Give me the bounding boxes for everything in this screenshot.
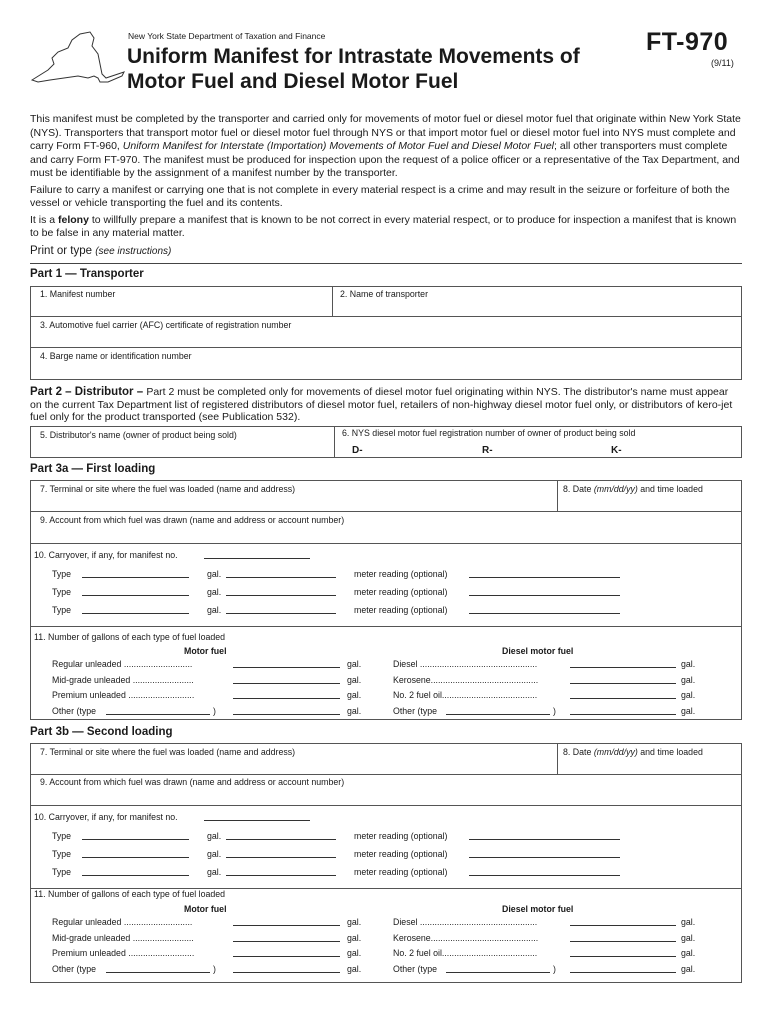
kerosene-input[interactable] [570, 683, 676, 684]
gal-label: gal. [207, 605, 222, 615]
other-diesel-type-input[interactable] [446, 972, 550, 973]
part2-description: Part 2 – Distributor – Part 2 must be completed only for movements of diesel motor fuel originating within NYS. The distributor's name must appear on the current Tax Department list of registered distributors of diesel motor fuel, retailers of non-highway diesel motor fuel only, or distributors of kero-jet fuel only for the product transported (see Publication 532). [30, 386, 733, 423]
paren: ) [553, 706, 556, 716]
terminal-site-field-b[interactable]: 7. Terminal or site where the fuel was loaded (name and address) [40, 747, 296, 757]
motor-fuel-heading: Motor fuel [184, 904, 227, 914]
divider [332, 286, 333, 317]
account-field-a[interactable]: 9. Account from which fuel was drawn (name and address or account number) [40, 515, 345, 525]
gal-input[interactable] [226, 613, 336, 614]
premium-input[interactable] [233, 956, 340, 957]
divider [30, 511, 742, 512]
gal-label: gal. [207, 587, 222, 597]
paren: ) [213, 964, 216, 974]
nys-map-logo [28, 30, 126, 88]
divider [30, 774, 742, 775]
prefix-r: R- [482, 445, 493, 456]
other-diesel-type-input[interactable] [446, 714, 550, 715]
diesel-label: Diesel ................................................ [393, 659, 538, 669]
divider [557, 743, 558, 774]
kerosene-label: Kerosene............................................ [393, 933, 539, 943]
no2-fuel-oil-input[interactable] [570, 956, 676, 957]
account-field-b[interactable]: 9. Account from which fuel was drawn (name and address or account number) [40, 777, 345, 787]
other-diesel-type-label: Other (type [393, 964, 438, 974]
type-input[interactable] [82, 577, 189, 578]
premium-input[interactable] [233, 698, 340, 699]
date-time-field-a[interactable]: 8. Date (mm/dd/yy) and time loaded [563, 484, 703, 494]
premium-label: Premium unleaded ........................... [52, 690, 195, 700]
revision-date: (9/11) [711, 58, 734, 68]
meter-input[interactable] [469, 857, 620, 858]
afc-certificate-field[interactable]: 3. Automotive fuel carrier (AFC) certificate of registration number [40, 320, 292, 330]
motor-fuel-heading: Motor fuel [184, 646, 227, 656]
intro-paragraph-3: It is a felony to willfully prepare a manifest that is known to be not correct in every material respect, or to produce for inspection a manifest that is known to be false in any material matter. [30, 213, 737, 239]
carryover-input-a[interactable] [204, 558, 310, 559]
gal-label: gal. [681, 706, 696, 716]
gal-label: gal. [681, 964, 696, 974]
paren: ) [553, 964, 556, 974]
gal-label: gal. [681, 948, 696, 958]
no2-fuel-oil-input[interactable] [570, 698, 676, 699]
other-gallons-input[interactable] [233, 714, 340, 715]
prefix-d: D- [352, 445, 363, 456]
type-input[interactable] [82, 839, 189, 840]
gal-input[interactable] [226, 857, 336, 858]
meter-label: meter reading (optional) [354, 831, 448, 841]
gal-label: gal. [347, 917, 362, 927]
type-input[interactable] [82, 613, 189, 614]
meter-input[interactable] [469, 595, 620, 596]
gal-label: gal. [347, 706, 362, 716]
gal-label: gal. [207, 849, 222, 859]
divider [30, 347, 742, 348]
other-diesel-gallons-input[interactable] [570, 714, 676, 715]
intro-paragraph-2: Failure to carry a manifest or carrying one that is not complete in every material respect is a crime and may result in the seizure or forfeiture of both the vessel or vehicle transporting the fuel and its contents. [30, 183, 730, 209]
gal-label: gal. [347, 933, 362, 943]
divider [30, 805, 742, 806]
part2-title: Part 2 – Distributor – [30, 386, 147, 398]
instructions [30, 113, 742, 244]
midgrade-input[interactable] [233, 683, 340, 684]
no2-fuel-oil-label: No. 2 fuel oil....................................... [393, 948, 538, 958]
other-type-label: Other (type [52, 706, 97, 716]
gal-label: gal. [347, 964, 362, 974]
other-type-label: Other (type [52, 964, 97, 974]
gal-input[interactable] [226, 595, 336, 596]
kerosene-label: Kerosene............................................ [393, 675, 539, 685]
premium-label: Premium unleaded ........................... [52, 948, 195, 958]
gal-label: gal. [207, 569, 222, 579]
print-instruction: Print or type (see instructions) [30, 245, 172, 257]
transporter-name-field[interactable]: 2. Name of transporter [340, 289, 429, 299]
meter-input[interactable] [469, 875, 620, 876]
type-input[interactable] [82, 595, 189, 596]
gal-input[interactable] [226, 875, 336, 876]
gal-label: gal. [207, 831, 222, 841]
meter-input[interactable] [469, 613, 620, 614]
gal-label: gal. [681, 690, 696, 700]
carryover-input-b[interactable] [204, 820, 310, 821]
diesel-fuel-heading: Diesel motor fuel [502, 904, 574, 914]
divider [30, 543, 742, 544]
diesel-input[interactable] [570, 925, 676, 926]
midgrade-label: Mid-grade unleaded ......................... [52, 933, 194, 943]
divider [557, 480, 558, 511]
gal-label: gal. [347, 675, 362, 685]
gallons-label-b: 11. Number of gallons of each type of fuel loaded [34, 889, 226, 899]
type-label: Type [52, 605, 72, 615]
gal-label: gal. [681, 675, 696, 685]
other-diesel-gallons-input[interactable] [570, 972, 676, 973]
intro-paragraph-1: This manifest must be completed by the transporter and carried only for movements of motor fuel or diesel motor fuel that originate within New York State (NYS). Transporters that transport motor fuel or diesel motor fuel through NYS or that import motor fuel or diesel motor fuel into NYS must complete and carry Form FT-960, Uniform Manifest for Interstate (Importation) Movements of Motor Fuel and Diesel Motor Fuel; all other transporters must complete and carry Form FT-970. The manifest must be produced for inspection upon the request of a police officer or a representative of the Tax Department, and must be identifiable by the assignment of a manifest number by the transporter. [30, 113, 741, 179]
other-gallons-input[interactable] [233, 972, 340, 973]
type-input[interactable] [82, 875, 189, 876]
type-input[interactable] [82, 857, 189, 858]
divider [30, 263, 742, 264]
meter-label: meter reading (optional) [354, 605, 448, 615]
meter-input[interactable] [469, 839, 620, 840]
carryover-label-b: 10. Carryover, if any, for manifest no. [34, 812, 178, 822]
kerosene-input[interactable] [570, 941, 676, 942]
type-label: Type [52, 569, 72, 579]
gal-input[interactable] [226, 577, 336, 578]
regular-unleaded-label: Regular unleaded ............................ [52, 917, 193, 927]
divider [30, 316, 742, 317]
other-type-input[interactable] [106, 972, 210, 973]
diesel-input[interactable] [570, 667, 676, 668]
divider [30, 626, 742, 627]
no2-fuel-oil-label: No. 2 fuel oil....................................... [393, 690, 538, 700]
gal-label: gal. [681, 933, 696, 943]
meter-label: meter reading (optional) [354, 867, 448, 877]
meter-input[interactable] [469, 577, 620, 578]
regular-unleaded-label: Regular unleaded ............................ [52, 659, 193, 669]
diesel-fuel-heading: Diesel motor fuel [502, 646, 574, 656]
gal-label: gal. [207, 867, 222, 877]
type-label: Type [52, 587, 72, 597]
date-time-field-b[interactable]: 8. Date (mm/dd/yy) and time loaded [563, 747, 703, 757]
meter-label: meter reading (optional) [354, 569, 448, 579]
regular-unleaded-input[interactable] [233, 925, 340, 926]
meter-label: meter reading (optional) [354, 587, 448, 597]
title-line-2: Motor Fuel and Diesel Motor Fuel [127, 70, 459, 93]
type-label: Type [52, 867, 72, 877]
midgrade-input[interactable] [233, 941, 340, 942]
type-label: Type [52, 831, 72, 841]
carryover-label-a: 10. Carryover, if any, for manifest no. [34, 550, 178, 560]
prefix-k: K- [611, 445, 622, 456]
other-diesel-type-label: Other (type [393, 706, 438, 716]
gal-label: gal. [347, 690, 362, 700]
diesel-label: Diesel ................................................ [393, 917, 538, 927]
terminal-site-field-a[interactable]: 7. Terminal or site where the fuel was loaded (name and address) [40, 484, 296, 494]
distributor-name-field[interactable]: 5. Distributor's name (owner of product being sold) [40, 430, 237, 440]
part3a-title: Part 3a — First loading [30, 463, 156, 475]
paren: ) [213, 706, 216, 716]
regular-unleaded-input[interactable] [233, 667, 340, 668]
gal-label: gal. [347, 948, 362, 958]
midgrade-label: Mid-grade unleaded ......................... [52, 675, 194, 685]
part3b-title: Part 3b — Second loading [30, 726, 173, 738]
barge-name-field[interactable]: 4. Barge name or identification number [40, 351, 192, 361]
part1-box [30, 286, 742, 380]
other-type-input[interactable] [106, 714, 210, 715]
form-title [127, 44, 580, 94]
divider [334, 426, 335, 458]
meter-label: meter reading (optional) [354, 849, 448, 859]
part1-title: Part 1 — Transporter [30, 268, 144, 280]
registration-number-field[interactable]: 6. NYS diesel motor fuel registration number of owner of product being sold [342, 428, 636, 438]
title-line-1: Uniform Manifest for Intrastate Movements of [127, 45, 580, 68]
agency-name: New York State Department of Taxation and Finance [128, 31, 326, 41]
gallons-label-a: 11. Number of gallons of each type of fuel loaded [34, 632, 226, 642]
gal-label: gal. [681, 917, 696, 927]
form-number: FT-970 [646, 28, 729, 56]
gal-input[interactable] [226, 839, 336, 840]
manifest-number-field[interactable]: 1. Manifest number [40, 289, 116, 299]
gal-label: gal. [681, 659, 696, 669]
gal-label: gal. [347, 659, 362, 669]
type-label: Type [52, 849, 72, 859]
